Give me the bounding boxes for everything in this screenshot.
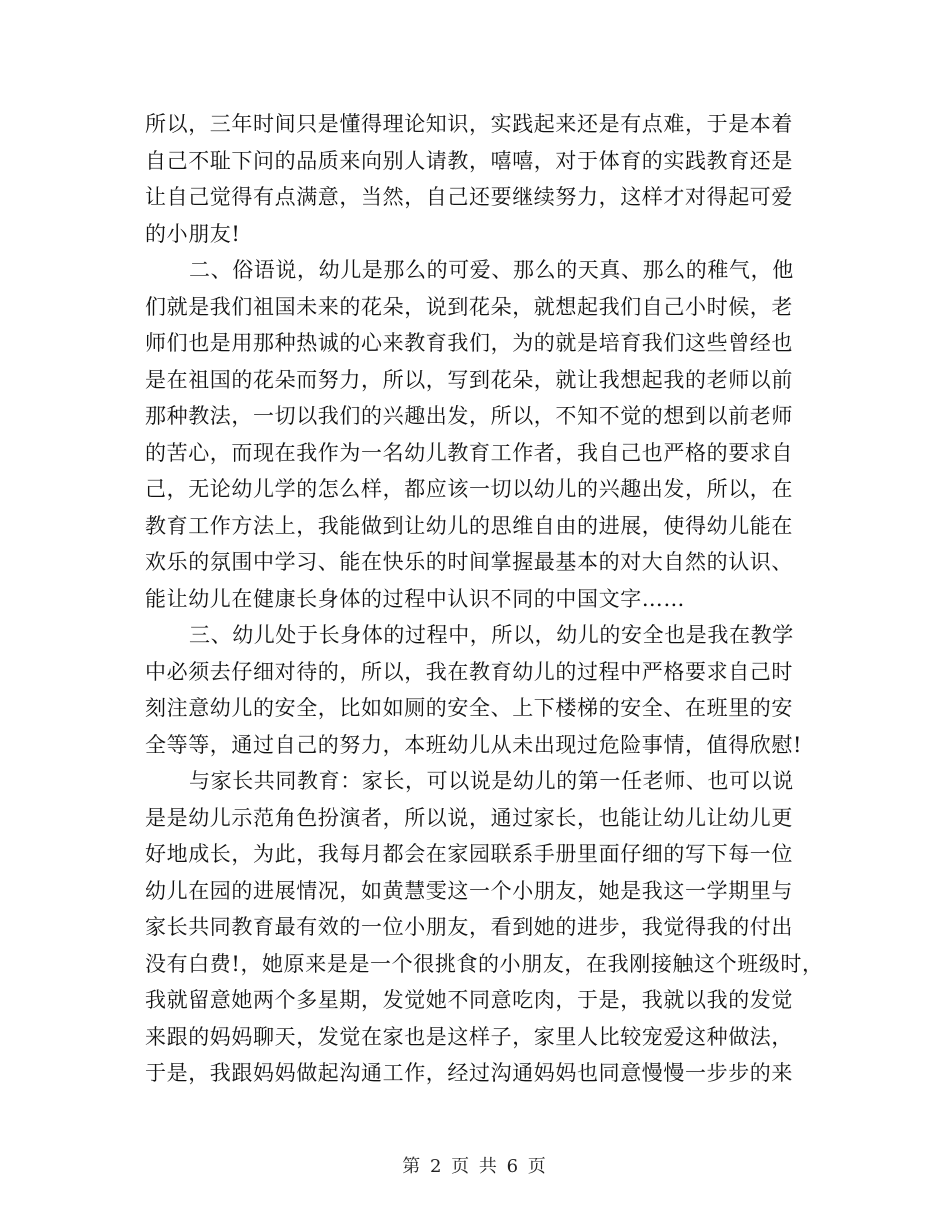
text-line: 好地成长，为此，我每月都会在家园联系手册里面仔细的写下每一位 — [145, 842, 793, 866]
paragraph-3 — [145, 617, 825, 763]
text-line: 没有白费!，她原来是是一个很挑食的小朋友，在我刚接触这个班级时， — [145, 951, 824, 976]
text-line: 己，无论幼儿学的怎么样，都应该一切以幼儿的兴趣出发，所以，在 — [145, 477, 793, 501]
text-line: 们就是我们祖国未来的花朵，说到花朵，就想起我们自己小时候，老 — [145, 294, 793, 319]
text-line: 来跟的妈妈聊天，发觉在家也是这样子，家里人比较宠爱这种做法， — [145, 1024, 793, 1049]
text-line: 家长共同教育最有效的一位小朋友，看到她的进步，我觉得我的付出 — [145, 915, 793, 939]
text-line: 三、幼儿处于长身体的过程中，所以，幼儿的安全也是我在教学 — [189, 623, 794, 647]
paragraph-4 — [145, 763, 825, 1092]
text-line: 于是，我跟妈妈做起沟通工作，经过沟通妈妈也同意慢慢一步步的来 — [145, 1061, 793, 1085]
page-number-footer: 第 2 页 共 6 页 — [402, 1156, 548, 1177]
text-line: 二、俗语说，幼儿是那么的可爱、那么的天真、那么的稚气，他 — [189, 258, 794, 282]
paragraph-2 — [145, 252, 825, 617]
text-line: 的小朋友! — [145, 221, 241, 246]
text-line: 中必须去仔细对待的，所以，我在教育幼儿的过程中严格要求自己时 — [145, 659, 793, 684]
text-line: 与家长共同教育：家长，可以说是幼儿的第一任老师、也可以说 — [189, 769, 794, 793]
text-line: 的苦心，而现在我作为一名幼儿教育工作者，我自己也严格的要求自 — [145, 440, 793, 465]
text-line: 是在祖国的花朵而努力，所以，写到花朵，就让我想起我的老师以前 — [145, 367, 793, 392]
text-line: 是是幼儿示范角色扮演者，所以说，通过家长，也能让幼儿让幼儿更 — [145, 805, 793, 830]
text-line: 我就留意她两个多星期，发觉她不同意吃肉，于是，我就以我的发觉 — [145, 988, 793, 1012]
text-line: 自己不耻下问的品质来向别人请教，嘻嘻，对于体育的实践教育还是 — [145, 148, 793, 173]
text-line: 那种教法，一切以我们的兴趣出发，所以，不知不觉的想到以前老师 — [145, 404, 793, 428]
paragraph-1 — [145, 106, 825, 252]
text-line: 让自己觉得有点满意，当然，自己还要继续努力，这样才对得起可爱 — [145, 185, 793, 209]
document-body — [145, 106, 825, 1092]
text-line: 能让幼儿在健康长身体的过程中认识不同的中国文字…… — [145, 586, 685, 611]
text-line: 幼儿在园的进展情况，如黄慧雯这一个小朋友，她是我这一学期里与 — [145, 878, 793, 903]
text-line: 欢乐的氛围中学习、能在快乐的时间掌握最基本的对大自然的认识、 — [145, 550, 793, 574]
text-line: 师们也是用那种热诚的心来教育我们，为的就是培育我们这些曾经也 — [145, 331, 793, 355]
text-line: 刻注意幼儿的安全，比如如厕的安全、上下楼梯的安全、在班里的安 — [145, 696, 793, 720]
text-line: 教育工作方法上，我能做到让幼儿的思维自由的进展，使得幼儿能在 — [145, 513, 793, 538]
text-line: 全等等，通过自己的努力，本班幼儿从未出现过危险事情，值得欣慰! — [145, 732, 803, 757]
text-line: 所以，三年时间只是懂得理论知识，实践起来还是有点难，于是本着 — [145, 112, 793, 136]
